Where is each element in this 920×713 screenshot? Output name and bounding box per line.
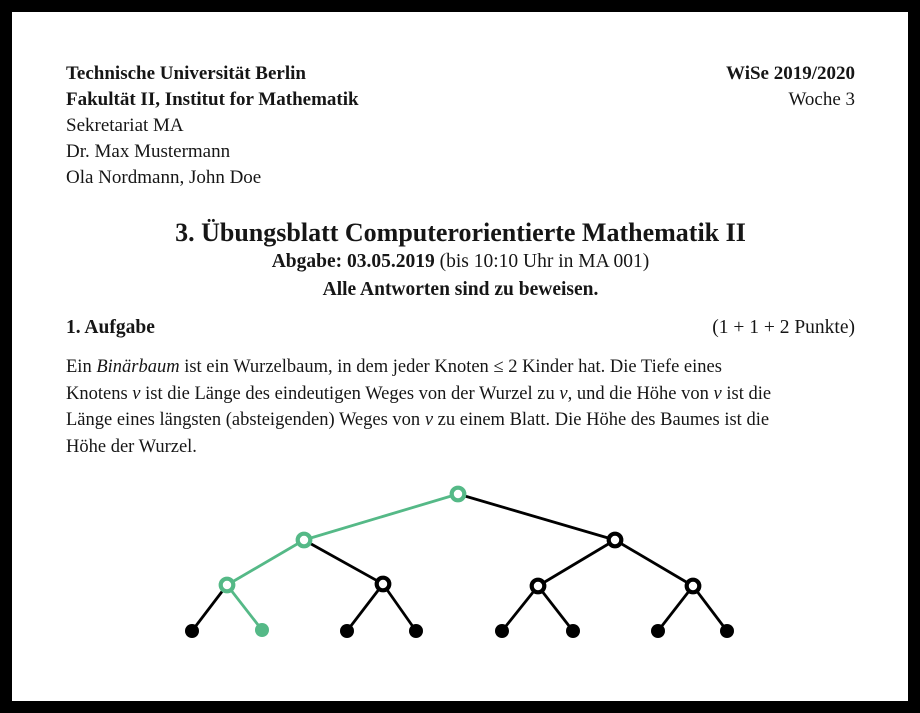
week-label: Woche 3 (788, 89, 855, 110)
tree-node-l8 (720, 624, 734, 638)
text-run: ist die (721, 383, 772, 404)
math-term: v (713, 383, 722, 404)
tree-node-l7 (651, 624, 665, 638)
semester-label: WiSe 2019/2020 (726, 63, 855, 84)
university-name: Technische Universität Berlin (66, 63, 306, 84)
tree-edge-n2c-l6 (538, 586, 573, 631)
tree-node-n1r (609, 534, 622, 547)
tree-node-l4 (409, 624, 423, 638)
text-run: , und die Höhe von (567, 383, 714, 404)
text-run: ist ein Wurzelbaum, in dem jeder Knoten ≤ 2 Kinder hat. Die Tiefe eines (179, 357, 722, 377)
faculty-name: Fakultät II, Institut for Mathematik (66, 89, 359, 110)
secretariat-line: Sekretariat MA (66, 115, 184, 136)
tree-edge-n2d-l8 (693, 586, 727, 631)
proof-note: Alle Antworten sind zu beweisen. (322, 279, 599, 300)
tree-node-l1 (185, 624, 199, 638)
tree-node-n2c (532, 580, 545, 593)
task-heading: 1. Aufgabe (66, 317, 155, 338)
tree-node-l5 (495, 624, 509, 638)
tree-edge-n1r-n2d (615, 540, 693, 586)
tree-edge-n1r-n2c (538, 540, 615, 586)
binary-tree-diagram (12, 12, 908, 701)
tree-edge-n1l-n2a (227, 540, 304, 585)
math-term: v (559, 383, 568, 404)
text-run: Ein (66, 357, 97, 377)
math-term: v (424, 410, 434, 430)
text-run: zu einem Blatt. Die Höhe des Baumes ist die (433, 410, 770, 430)
tree-edge-n2a-l1 (192, 585, 227, 631)
tree-node-n2b (377, 578, 390, 591)
tree-edge-root-n1r (458, 494, 615, 540)
text-run: ist die Länge des eindeutigen Weges von der Wurzel zu (140, 383, 560, 404)
tree-node-l2 (255, 623, 269, 637)
tree-edge-n2a-l2 (227, 585, 262, 630)
tree-edge-n2b-l3 (347, 584, 383, 631)
text-run: Knotens (66, 383, 133, 404)
tree-node-n2a (221, 579, 234, 592)
tree-edge-n2c-l5 (502, 586, 538, 631)
tree-edge-n2d-l7 (658, 586, 693, 631)
due-date-detail: (bis 10:10 Uhr in MA 001) (434, 251, 650, 272)
sheet-title: 3. Übungsblatt Computerorientierte Mathematik II (175, 218, 746, 247)
math-term: v (132, 383, 141, 404)
tree-node-n2d (687, 580, 700, 593)
lecturer-line: Dr. Max Mustermann (66, 141, 231, 162)
text-run: Höhe der Wurzel. (66, 436, 197, 457)
due-date-bold: Abgabe: 03.05.2019 (271, 251, 435, 272)
tree-edge-n2b-l4 (383, 584, 416, 631)
text-run: Länge eines längsten (absteigenden) Weges von (66, 410, 425, 430)
tree-node-l3 (340, 624, 354, 638)
tree-edge-n1l-n2b (304, 540, 383, 584)
tree-node-l6 (566, 624, 580, 638)
task-points: (1 + 1 + 2 Punkte) (712, 317, 855, 338)
tree-node-n1l (298, 534, 311, 547)
math-term: Binärbaum (96, 357, 180, 377)
tree-node-root (452, 488, 465, 501)
tree-edge-root-n1l (304, 494, 458, 540)
assistants-line: Ola Nordmann, John Doe (66, 167, 262, 188)
